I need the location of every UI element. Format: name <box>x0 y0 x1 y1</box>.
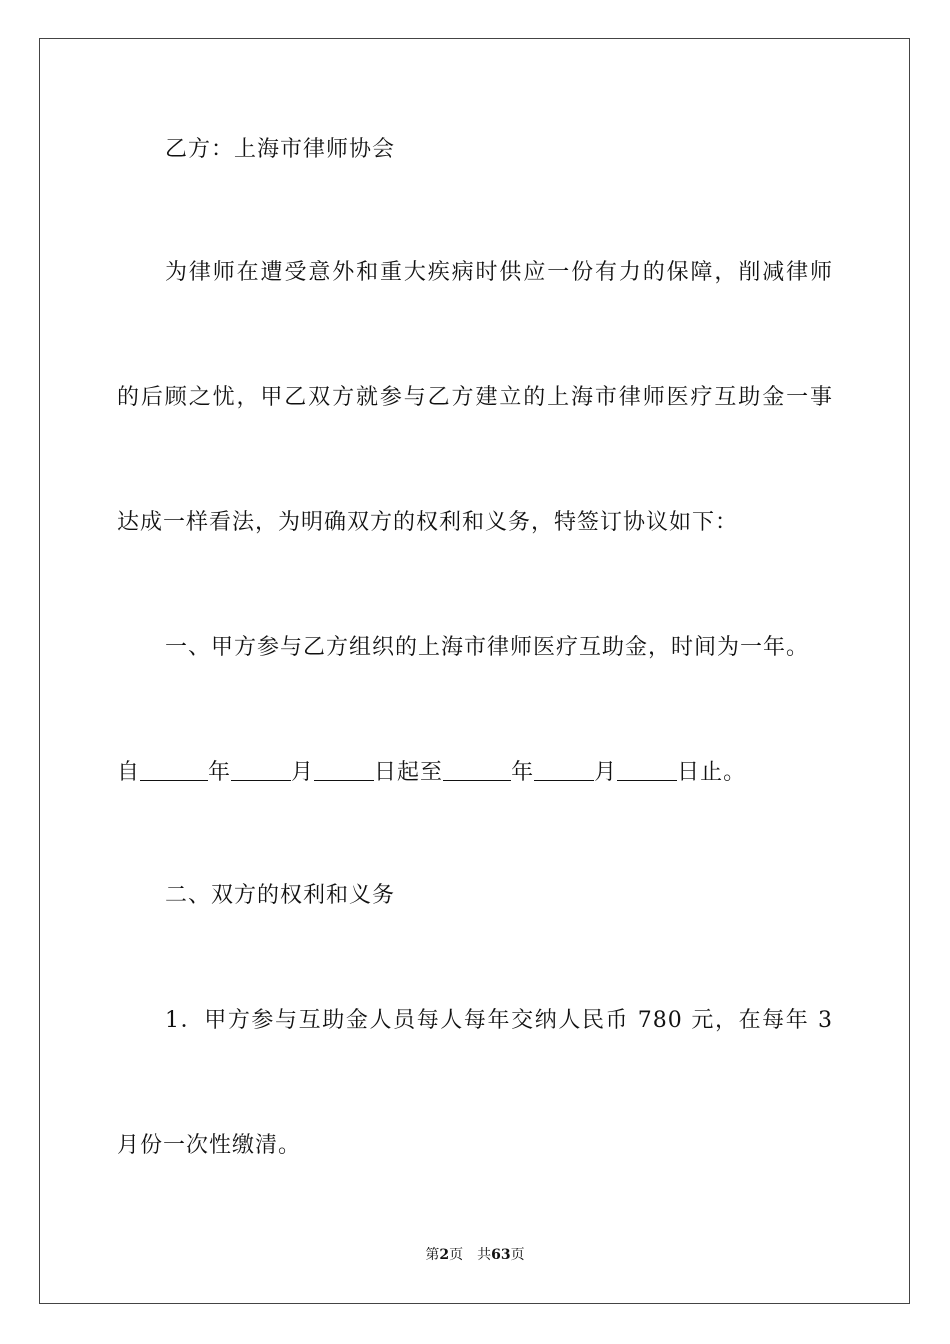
blank-field <box>231 758 291 781</box>
period-month: 月 <box>291 760 315 785</box>
footer-total-suffix: 页 <box>510 1247 525 1263</box>
blank-field <box>534 758 594 781</box>
period-day-from: 日起至 <box>374 760 444 785</box>
blank-field <box>443 758 511 781</box>
footer-total-prefix: 共 <box>477 1247 492 1263</box>
footer-page-suffix: 页 <box>449 1247 464 1263</box>
page-footer <box>0 1246 950 1264</box>
period-from: 自 <box>117 760 141 785</box>
paragraph-line: 为律师在遭受意外和重大疾病时供应一份有力的保障，削减律师 <box>165 260 833 285</box>
period-year-2: 年 <box>511 760 535 785</box>
paragraph-line: 的后顾之忧，甲乙双方就参与乙方建立的上海市律师医疗互助金一事 <box>117 385 833 410</box>
party-b-line: 乙方：上海市律师协会 <box>165 137 396 162</box>
footer-page-number: 2 <box>439 1247 450 1263</box>
footer-page-prefix: 第 <box>425 1247 440 1263</box>
period-day-to: 日止。 <box>677 760 747 785</box>
period-line <box>117 758 833 788</box>
blank-field <box>140 758 208 781</box>
item-1-line: 月份一次性缴清。 <box>117 1133 302 1158</box>
footer-total-pages: 63 <box>491 1247 511 1263</box>
period-year: 年 <box>208 760 232 785</box>
blank-field <box>314 758 374 781</box>
period-month-2: 月 <box>594 760 618 785</box>
blank-field <box>617 758 677 781</box>
paragraph-line: 达成一样看法，为明确双方的权利和义务，特签订协议如下： <box>117 510 739 535</box>
clause-1: 一、甲方参与乙方组织的上海市律师医疗互助金，时间为一年。 <box>165 635 810 660</box>
item-1-line: 1．甲方参与互助金人员每人每年交纳人民币 780 元，在每年 3 <box>165 1008 833 1033</box>
page-frame <box>39 38 910 1304</box>
clause-2: 二、双方的权利和义务 <box>165 883 396 908</box>
